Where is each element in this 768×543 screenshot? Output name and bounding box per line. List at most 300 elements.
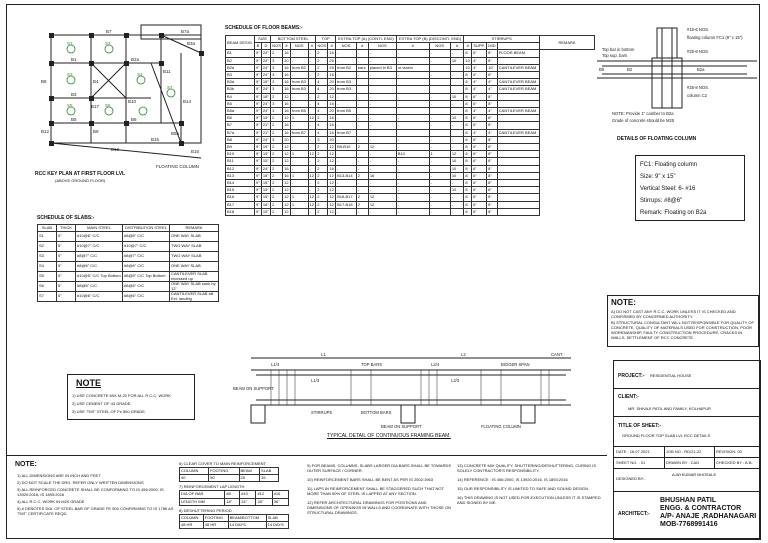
beam-cell: - bbox=[368, 72, 396, 79]
beam-cell: B6 bbox=[226, 115, 255, 122]
spec-line: Remark: Floating on B2a bbox=[640, 210, 707, 216]
beam-cell: 25 bbox=[329, 64, 334, 70]
column-detail-title: DETAILS OF FLOATING COLUMN bbox=[617, 136, 697, 142]
slab-cell: TWO WAY SLAB bbox=[170, 242, 219, 252]
beam-row bbox=[226, 50, 595, 57]
beam-cell: - bbox=[308, 180, 316, 187]
beam-cell: 15" bbox=[262, 180, 269, 186]
beam-cell: 8" bbox=[487, 151, 498, 158]
beam-cell: 8 bbox=[464, 86, 472, 93]
slab-cell: 5" bbox=[57, 282, 76, 292]
beam-cell: 12 bbox=[368, 194, 396, 201]
beam-cell: - bbox=[308, 100, 316, 107]
beam-cell: - bbox=[290, 100, 308, 107]
architect-line: ENGG. & CONTRACTOR bbox=[660, 505, 742, 512]
beam-row bbox=[226, 129, 595, 136]
beam-cell: 8 bbox=[464, 108, 472, 115]
beam-cell: from B3 bbox=[336, 79, 357, 86]
bottom-note-item: 4) ALL R.C.C. WORK IN M20 GRADE bbox=[17, 499, 85, 504]
slab-cell: S4 bbox=[38, 262, 57, 272]
beam-cell: 12 bbox=[284, 151, 289, 157]
beam-cell: from B2 bbox=[290, 64, 308, 71]
framing-label: L2/4 bbox=[431, 362, 440, 367]
beam-cell: 10 bbox=[450, 158, 464, 165]
beam-cell: - bbox=[368, 180, 396, 187]
beam-cell: from B7 bbox=[336, 129, 357, 136]
beam-cell: 24" bbox=[262, 165, 269, 171]
beam-cell: 9" bbox=[256, 158, 260, 164]
beam-cell: 12 bbox=[309, 151, 314, 157]
slab-label: S4 bbox=[137, 72, 143, 77]
beam-cell bbox=[497, 187, 539, 194]
beam-label: B6 bbox=[131, 117, 137, 122]
beam-cell: 16 bbox=[329, 115, 334, 121]
beam-cell bbox=[356, 108, 368, 115]
slab-cell: TWO WAY SLAB bbox=[170, 252, 219, 262]
lap-value: 24" bbox=[240, 498, 256, 505]
slab-row bbox=[38, 262, 219, 272]
beam-label: B10 bbox=[128, 99, 137, 104]
beam-cell: - bbox=[450, 144, 464, 151]
beam-cell: 10 bbox=[450, 115, 464, 122]
slab-row bbox=[38, 272, 219, 282]
slab-cell: 5" bbox=[57, 242, 76, 252]
meta-cell: CHECKED BY : A.B. bbox=[716, 460, 753, 465]
beam-row bbox=[226, 57, 595, 64]
beam-cell bbox=[429, 129, 450, 136]
beam-cell: 8 bbox=[464, 115, 472, 122]
beam-cell: 12 bbox=[329, 93, 334, 99]
beam-cell: 3 bbox=[316, 136, 328, 143]
column-label: floating column FC1 (9" x 15") bbox=[687, 35, 743, 40]
note-item: 3) USE 'TMT' STEEL OF Fe 500 GRADE. bbox=[72, 409, 147, 414]
beam-cell: 16 bbox=[329, 129, 334, 135]
beam-cell: - bbox=[308, 93, 316, 100]
beam-cell bbox=[429, 79, 450, 86]
beam-cell: - bbox=[356, 136, 368, 143]
beam-cell: 8" bbox=[487, 187, 498, 194]
beam-cell: - bbox=[336, 158, 357, 165]
beam-cell: 2 bbox=[316, 165, 328, 172]
framing-label: TOP BARS bbox=[361, 362, 383, 367]
beam-cell: 15" bbox=[262, 151, 269, 157]
beam-cell: 9" bbox=[256, 79, 260, 85]
beam-row bbox=[226, 165, 595, 172]
beam-row bbox=[226, 136, 595, 143]
beam-cell: 8" bbox=[487, 180, 498, 187]
beam-cell: - bbox=[368, 165, 396, 172]
beam-cell bbox=[308, 64, 316, 71]
beam-cell: 24" bbox=[262, 64, 269, 70]
beam-cell bbox=[368, 129, 396, 136]
beam-cell: - bbox=[290, 158, 308, 165]
slab-col-header: DISTRIBUTION STEEL bbox=[123, 225, 170, 232]
beam-cell: 12 bbox=[368, 144, 396, 151]
cover-title: 6) CLEAR COVER TO MAIN REINFORCEMENT bbox=[179, 461, 266, 466]
beam-subheader: # bbox=[356, 43, 368, 50]
project-label: PROJECT:- bbox=[618, 373, 645, 379]
beam-cell: 15" bbox=[262, 158, 269, 164]
beam-cell: 3 bbox=[271, 100, 283, 107]
beam-cell bbox=[396, 86, 429, 93]
slab-cell: #8@6" C/C bbox=[123, 262, 170, 272]
architect-line: BHUSHAN PATIL bbox=[660, 497, 717, 504]
beam-cell: - bbox=[368, 100, 396, 107]
beam-cell: 20 bbox=[329, 86, 334, 92]
beam-label: B13 bbox=[111, 147, 120, 152]
beam-cell: 8" bbox=[487, 122, 498, 129]
lap-value: 28" bbox=[256, 498, 272, 505]
beam-cell: - bbox=[308, 165, 316, 172]
beam-cell: 24" bbox=[262, 72, 269, 78]
beam-cell bbox=[497, 72, 539, 79]
beam-cell: - bbox=[450, 208, 464, 215]
beam-cell: 8 bbox=[464, 180, 472, 187]
beam-cell: 16 bbox=[284, 108, 289, 114]
beam-cell: 6" bbox=[472, 100, 487, 107]
beam-cell: 8" bbox=[487, 194, 498, 201]
beam-cell: - bbox=[290, 144, 308, 151]
beam-cell: 2 bbox=[316, 50, 328, 57]
slab-cell: S5 bbox=[38, 272, 57, 282]
beam-cell: 24" bbox=[262, 50, 269, 56]
beam-cell: - bbox=[308, 158, 316, 165]
beam-cell: or viceto bbox=[396, 64, 429, 71]
beam-cell bbox=[497, 151, 539, 158]
beam-cell: 12 bbox=[368, 201, 396, 208]
beam-cell: - bbox=[396, 208, 429, 215]
beam-cell: - bbox=[336, 180, 357, 187]
beam-row bbox=[226, 144, 595, 151]
beam-cell: 2 bbox=[271, 187, 283, 194]
lap-value: LENGTH MM bbox=[180, 498, 225, 505]
beam-cell bbox=[368, 108, 396, 115]
beam-cell: - bbox=[356, 93, 368, 100]
beam-cell bbox=[497, 144, 539, 151]
beam-cell: 21" bbox=[262, 129, 269, 135]
beam-cell: B5a bbox=[226, 108, 255, 115]
slab-label: S7 bbox=[167, 85, 173, 90]
beam-cell: - bbox=[396, 72, 429, 79]
framing-label: CANT. bbox=[551, 352, 564, 357]
beam-cell: - bbox=[290, 136, 308, 143]
slab-cell: 5" bbox=[57, 232, 76, 242]
desh-header: SLAB bbox=[266, 514, 288, 521]
beam-cell: - bbox=[356, 57, 368, 64]
beam-cell: 21" bbox=[262, 122, 269, 128]
beam-cell: 3 bbox=[271, 136, 283, 143]
beam-cell: 15" bbox=[262, 208, 269, 214]
beam-cell: 6" bbox=[472, 180, 487, 187]
framing-label: BEAM ON SUPPORT bbox=[233, 386, 274, 391]
beam-row bbox=[226, 72, 595, 79]
beam-label: B16 bbox=[191, 149, 200, 154]
beam-cell: - bbox=[336, 57, 357, 64]
bottom-notes-col3 bbox=[307, 463, 452, 515]
beam-label: B5a bbox=[171, 131, 180, 136]
beam-subheader: NOS bbox=[336, 43, 357, 50]
beam-cell: 6" bbox=[472, 165, 487, 172]
beam-cell: 10 bbox=[450, 93, 464, 100]
beam-cell: 2 bbox=[316, 172, 328, 179]
right-note-item: A) DO NOT CAST ANY R.C.C. WORK UNLESS IT IS CHECKED AND CONFIRMED BY CONCERNED AUTHORITY. bbox=[611, 309, 736, 319]
column-label: B2 bbox=[627, 67, 633, 72]
beam-cell: 2 bbox=[316, 151, 328, 158]
beam-cell bbox=[368, 86, 396, 93]
beam-cell: FLOOR BEAM bbox=[497, 50, 539, 57]
title-block bbox=[613, 360, 761, 540]
beam-cell: - bbox=[356, 122, 368, 129]
beam-label: B2a bbox=[131, 57, 140, 62]
beam-row bbox=[226, 122, 595, 129]
column-label: #25-8 NOS. bbox=[687, 49, 710, 54]
beam-cell: 20 bbox=[329, 108, 334, 114]
beam-cell: 2 bbox=[271, 208, 283, 215]
bottom-note-item: 16) THIS DRAWING IS NOT USED FOR EXECUTION UNLESS IT IS STAMPED AND SIGNED BY ME. bbox=[457, 495, 601, 505]
column-label: column C2 bbox=[687, 93, 708, 98]
slab-col-header: MAIN STEEL bbox=[76, 225, 123, 232]
beam-cell: 9" bbox=[256, 64, 260, 70]
beam-cell: - bbox=[356, 151, 368, 158]
beam-cell: 8" bbox=[487, 115, 498, 122]
beam-cell: - bbox=[396, 115, 429, 122]
slab-label: S1 bbox=[67, 41, 73, 46]
beam-cell: B7a bbox=[226, 129, 255, 136]
bottom-note-item: 14) REFERENCE : IS 456:2000, IS 13920:2016, IS 1893:2016 bbox=[457, 477, 568, 482]
beam-cell bbox=[450, 86, 464, 93]
beam-cell: 9" bbox=[256, 100, 260, 106]
beam-cell: 12 bbox=[329, 172, 334, 178]
beam-cell: - bbox=[450, 122, 464, 129]
beam-cell: 20 bbox=[329, 136, 334, 142]
beam-cell bbox=[308, 79, 316, 86]
beam-cell: - bbox=[308, 50, 316, 57]
beam-cell bbox=[497, 93, 539, 100]
beam-cell: - bbox=[290, 57, 308, 64]
slab-col-header: THICK bbox=[57, 225, 76, 232]
beam-subheader: MID bbox=[488, 43, 496, 49]
beam-row bbox=[226, 108, 595, 115]
beam-cell: 9" bbox=[256, 115, 260, 121]
beam-cell: 15" bbox=[262, 144, 269, 150]
beam-cell: 18" bbox=[262, 201, 269, 207]
beam-cell: 9" bbox=[256, 129, 260, 135]
beam-cell: 2 bbox=[316, 180, 328, 187]
beam-cell: 2 bbox=[356, 172, 368, 179]
slab-cell: #8@6" C/C bbox=[123, 282, 170, 292]
beam-label: B9 bbox=[93, 129, 99, 134]
framing-label: L2/3 bbox=[451, 378, 460, 383]
beam-cell: 12 bbox=[329, 201, 334, 207]
beam-cell: 12 bbox=[284, 158, 289, 164]
beam-cell: 12 bbox=[329, 187, 334, 193]
beam-cell: 2 bbox=[316, 72, 328, 79]
beam-cell: - bbox=[368, 187, 396, 194]
beam-col-header: EXTRA TOP (A) (CONTI. END) bbox=[336, 36, 397, 43]
beam-cell: 2 bbox=[271, 172, 283, 179]
beam-row bbox=[226, 93, 595, 100]
beam-cell: - bbox=[356, 180, 368, 187]
framing-label: BOTTOM BARS bbox=[361, 410, 392, 415]
column-label: Top sup. bars bbox=[602, 53, 628, 58]
floating-column-detail bbox=[597, 23, 757, 133]
beam-cell: 6" bbox=[472, 72, 487, 79]
meta-cell: REVISION: 00 bbox=[716, 449, 742, 454]
beam-cell: - bbox=[308, 122, 316, 129]
beam-cell: 4 bbox=[316, 129, 328, 136]
beam-cell: 6" bbox=[472, 187, 487, 194]
beam-cell: - bbox=[290, 208, 308, 215]
beam-cell: - bbox=[396, 165, 429, 172]
slab-cell: #8@6" C/C bbox=[76, 262, 123, 272]
beam-cell: B3 bbox=[226, 72, 255, 79]
slab-label: S5 bbox=[67, 103, 73, 108]
beam-cell: - bbox=[308, 72, 316, 79]
beam-cell: - bbox=[429, 136, 450, 143]
beam-cell: - bbox=[396, 144, 429, 151]
beam-cell: 18" bbox=[262, 172, 269, 178]
beam-cell: from B2 bbox=[336, 64, 357, 71]
slab-cell: 5" bbox=[57, 292, 76, 302]
note-box bbox=[67, 374, 195, 420]
framing-label: L1/4 bbox=[271, 362, 280, 367]
beam-cell: 9" bbox=[256, 50, 260, 56]
meta-cell: DRAWN BY : CAD bbox=[666, 460, 700, 465]
beam-cell: 15" bbox=[262, 194, 269, 200]
beam-cell: 12 bbox=[284, 144, 289, 150]
beam-schedule-table bbox=[225, 35, 595, 216]
beam-cell: - bbox=[368, 115, 396, 122]
beam-cell: 9" bbox=[256, 108, 260, 114]
slab-row bbox=[38, 252, 219, 262]
beam-cell: 2 bbox=[316, 201, 328, 208]
beam-cell bbox=[497, 158, 539, 165]
bottom-note-item: 5) # DENOTES DIA. OF STEEL BAR OF GRADE FE 500 CONFIRMING TO IS 1786 AS 'TMT' CERTIFICATE REQD. bbox=[17, 506, 174, 516]
beam-cell: 4" bbox=[487, 79, 498, 86]
beam-cell: from B5 bbox=[290, 108, 308, 115]
beam-cell: 6" bbox=[472, 201, 487, 208]
beam-cell: B18 bbox=[226, 208, 255, 215]
beam-row bbox=[226, 180, 595, 187]
beam-cell: 3 bbox=[271, 108, 283, 115]
beam-cell: - bbox=[290, 122, 308, 129]
beam-cell: - bbox=[450, 194, 464, 201]
beam-cell: - bbox=[396, 50, 429, 57]
beam-cell: - bbox=[368, 57, 396, 64]
beam-cell: 4" bbox=[487, 108, 498, 115]
bottom-note-item: 15) OUR RESPONSIBILITY IS LIMITED TO SAFE AND SOUND DESIGN. bbox=[457, 486, 590, 491]
beam-cell: - bbox=[429, 194, 450, 201]
framing-label: FLOATING COLUMN bbox=[481, 424, 521, 429]
beam-cell: from B3 bbox=[290, 86, 308, 93]
slab-cell: #10@7" C/C bbox=[123, 242, 170, 252]
right-note-item: B) STRUCTURAL CONSULTANT WILL NOT RESPONSIBLE FOR QUALITY OF CONCRETE, QUALITY OF MATERIALS USED FOR CONSTRUCTION, POOR WORKMANSHIP, FAULTY CONSTRUCTION PROCEDURE, CRACKS IN WALLS, SETTLEMENT OF RCC CONCRETE. bbox=[611, 320, 754, 340]
beam-cell: 9" bbox=[256, 165, 260, 171]
slab-cell: ONE WAY SLAB bbox=[170, 232, 219, 242]
beam-cell: 8 bbox=[464, 93, 472, 100]
beam-cell: 8 bbox=[464, 208, 472, 215]
beam-cell: - bbox=[450, 136, 464, 143]
desh-header: BEAM/BOTTOM bbox=[228, 514, 266, 521]
beam-cell: 8 bbox=[464, 100, 472, 107]
lap-header: DIA OF BAR bbox=[180, 491, 225, 498]
beam-cell: 2 bbox=[316, 194, 328, 201]
beam-cell: 1 bbox=[290, 194, 308, 201]
slab-schedule-title: SCHEDULE OF SLABS:- bbox=[37, 215, 95, 221]
beam-cell: 16 bbox=[284, 100, 289, 106]
beam-cell: - bbox=[368, 208, 396, 215]
beam-cell: - bbox=[429, 165, 450, 172]
beam-cell: from B5 bbox=[336, 108, 357, 115]
meta-cell: DATE : 16.07.2021 bbox=[616, 449, 650, 454]
slab-cell: #10@6" C/C bbox=[76, 292, 123, 302]
lap-value: 36" bbox=[272, 498, 288, 505]
beam-subheader: # bbox=[464, 43, 472, 50]
bottom-note-item: 9) FOR BEAMS, COLUMNS, SLABS LARGER DIA BARS SHALL BE TOWARDS OUTER SURFACE / CORNER. bbox=[307, 463, 452, 473]
beam-label: B7 bbox=[106, 29, 112, 34]
designed-by-label: DESIGNED BY:- bbox=[616, 476, 646, 481]
bottom-note-item: 13) CONCRETE MIX QUALITY, SHUTTERING/DESHUTTERING, CURING IS SOLELY CONTRACTOR'S RESPONSIBILITY. bbox=[457, 463, 597, 473]
beam-label: B14 bbox=[183, 99, 192, 104]
cover-table bbox=[179, 467, 279, 482]
bottom-note-item: 1) ALL DIMENSIONS ARE IN INCH AND FEET bbox=[17, 473, 101, 478]
beam-row bbox=[226, 86, 595, 93]
beam-cell: CANTILEVER BEAM bbox=[497, 79, 539, 86]
beam-label: B4 bbox=[93, 79, 99, 84]
beam-cell: CANTILEVER BEAM bbox=[497, 129, 539, 136]
key-plan-subtitle: (ABOVE GROUND FLOOR) bbox=[55, 178, 106, 183]
beam-cell: 16 bbox=[284, 79, 289, 85]
spec-line: Vertical Steel: 6- #16 bbox=[640, 186, 696, 192]
beam-cell: from B7 bbox=[290, 129, 308, 136]
bottom-note-item: 12) REFER ARCHITECTURAL DRAWINGS FOR POSITIONS AND DIMENSIONS OF OPENINGS IN WALLS AND COORDINATE WITH THOSE ON STRUCTURAL DRAWINGS. bbox=[307, 500, 451, 515]
lap-header: #16 bbox=[272, 491, 288, 498]
beam-cell: 8 bbox=[464, 158, 472, 165]
beam-cell: 4" bbox=[472, 86, 487, 93]
beam-cell: 6" bbox=[472, 158, 487, 165]
beam-cell: 8 bbox=[464, 122, 472, 129]
designer-name: AJAYKUMAR BHOSALE bbox=[672, 472, 717, 477]
beam-cell: - bbox=[429, 144, 450, 151]
beam-cell: - bbox=[308, 136, 316, 143]
beam-cell: 16 bbox=[284, 50, 289, 56]
beam-subheader: NOS bbox=[429, 43, 450, 50]
lap-title: 7) REINFORCEMENT LAP LENGTH bbox=[179, 484, 245, 490]
beam-col-header: EXTRA TOP (B) (DISCONTI. END) bbox=[396, 36, 464, 43]
beam-subheader: # bbox=[396, 43, 429, 50]
beam-subheader: NOS bbox=[317, 43, 327, 49]
beam-cell bbox=[308, 86, 316, 93]
beam-cell: 9" bbox=[256, 86, 260, 92]
beam-cell bbox=[368, 79, 396, 86]
beam-cell: 8 bbox=[464, 194, 472, 201]
beam-cell bbox=[356, 129, 368, 136]
beam-cell: placed in B3 bbox=[368, 64, 396, 71]
beam-cell: 4" bbox=[472, 64, 487, 71]
right-note-box bbox=[607, 295, 759, 347]
key-plan-title: RCC KEY PLAN AT FIRST FLOOR LVL bbox=[35, 171, 126, 177]
beam-cell: - bbox=[396, 187, 429, 194]
beam-cell: - bbox=[290, 165, 308, 172]
beam-cell: - bbox=[429, 201, 450, 208]
beam-col-header: BEAM DESIG. bbox=[226, 36, 255, 50]
right-note-title: NOTE: bbox=[611, 298, 636, 307]
beam-cell: B8 bbox=[226, 136, 255, 143]
beam-cell bbox=[429, 86, 450, 93]
sheet-title-label: TITLE OF SHEET:- bbox=[618, 423, 662, 429]
beam-cell: 12 bbox=[284, 208, 289, 214]
drawing-sheet bbox=[6, 4, 760, 539]
